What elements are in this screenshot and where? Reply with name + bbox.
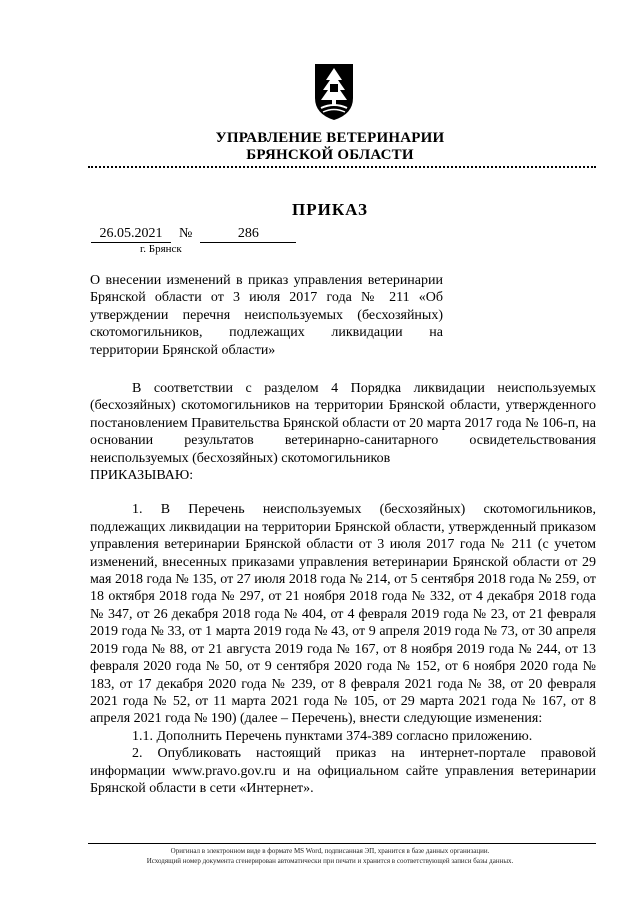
footer-note-line2: Исходящий номер документа сгенерирован автоматически при печати и хранится в соответствующей записи базы данных.	[146, 857, 514, 865]
number-sign: №	[179, 226, 193, 241]
item-1-1-paragraph: 1.1. Дополнить Перечень пунктами 374-389 согласно приложению.	[132, 728, 533, 744]
order-body	[90, 380, 596, 797]
order-number: 286	[200, 226, 296, 243]
organization-name-line1: УПРАВЛЕНИЕ ВЕТЕРИНАРИИ	[215, 130, 445, 146]
item-1-paragraph: 1. В Перечень неиспользуемых (бесхозяйных) скотомогильников, подлежащих ликвидации на территории Брянской области, утвержденный приказом управления ветеринарии Брянской области от 3 июля 2017 года № 211 (с учетом изменений, внесенных приказами управления ветеринарии Брянской области от 29 мая 2018 года № 135, от 27 июля 2018 года № 214, от 5 сентября 2018 года № 259, от 18 октября 2018 года № 297, от 21 ноября 2018 года № 332, от 4 декабря 2018 года № 347, от 26 декабря 2018 года № 404, от 4 февраля 2019 года № 23, от 21 февраля 2019 года № 33, от 1 марта 2019 года № 43, от 9 апреля 2019 года № 73, от 30 апреля 2019 года № 88, от 21 августа 2019 года № 167, от 8 ноября 2019 года № 244, от 13 февраля 2020 года № 50, от 9 сентября 2020 года № 152, от 6 ноября 2020 года № 183, от 17 декабря 2020 года № 239, от 8 февраля 2021 года № 38, от 20 февраля 2021 года № 52, от 11 марта 2021 года № 105, от 29 марта 2021 года № 167, от 8 апреля 2021 года № 190) (далее – Перечень), внести следующие изменения:	[90, 502, 596, 727]
item-2-paragraph: 2. Опубликовать настоящий приказ на интернет-портале правовой информации www.pravo.gov.ru и на официальном сайте управления ветеринарии Брянской области в сети «Интернет».	[90, 746, 596, 796]
footer-divider	[88, 843, 596, 844]
preamble-paragraph: В соответствии с разделом 4 Порядка ликвидации неиспользуемых (бесхозяйных) скотомогильников на территории Брянской области, утвержденного постановлением Правительства Брянской области от 20 марта 2017 года № 106-п, на основании результатов ветеринарно-санитарного освидетельствования неиспользуемых (бесхозяйных) скотомогильников	[90, 381, 596, 466]
footer-note-line1: Оригинал в электронном виде в формате MS Word, подписанная ЭП, хранится в базе данных организации.	[170, 847, 490, 855]
order-city: г. Брянск	[140, 243, 182, 255]
order-subject: О внесении изменений в приказ управления ветеринарии Брянской области от 3 июля 2017 года № 211 «Об утверждении перечня неиспользуемых (бесхозяйных) скотомогильников, подлежащих ликвидации на территории Брянской области»	[90, 273, 443, 358]
header-dotted-divider	[88, 166, 596, 168]
order-date: 26.05.2021	[91, 226, 171, 243]
bryansk-coat-of-arms-icon	[313, 62, 355, 122]
command-word: ПРИКАЗЫВАЮ:	[90, 468, 194, 484]
organization-name-line2: БРЯНСКОЙ ОБЛАСТИ	[246, 147, 414, 163]
document-title: ПРИКАЗ	[292, 200, 368, 219]
order-date-number-line	[91, 226, 296, 243]
